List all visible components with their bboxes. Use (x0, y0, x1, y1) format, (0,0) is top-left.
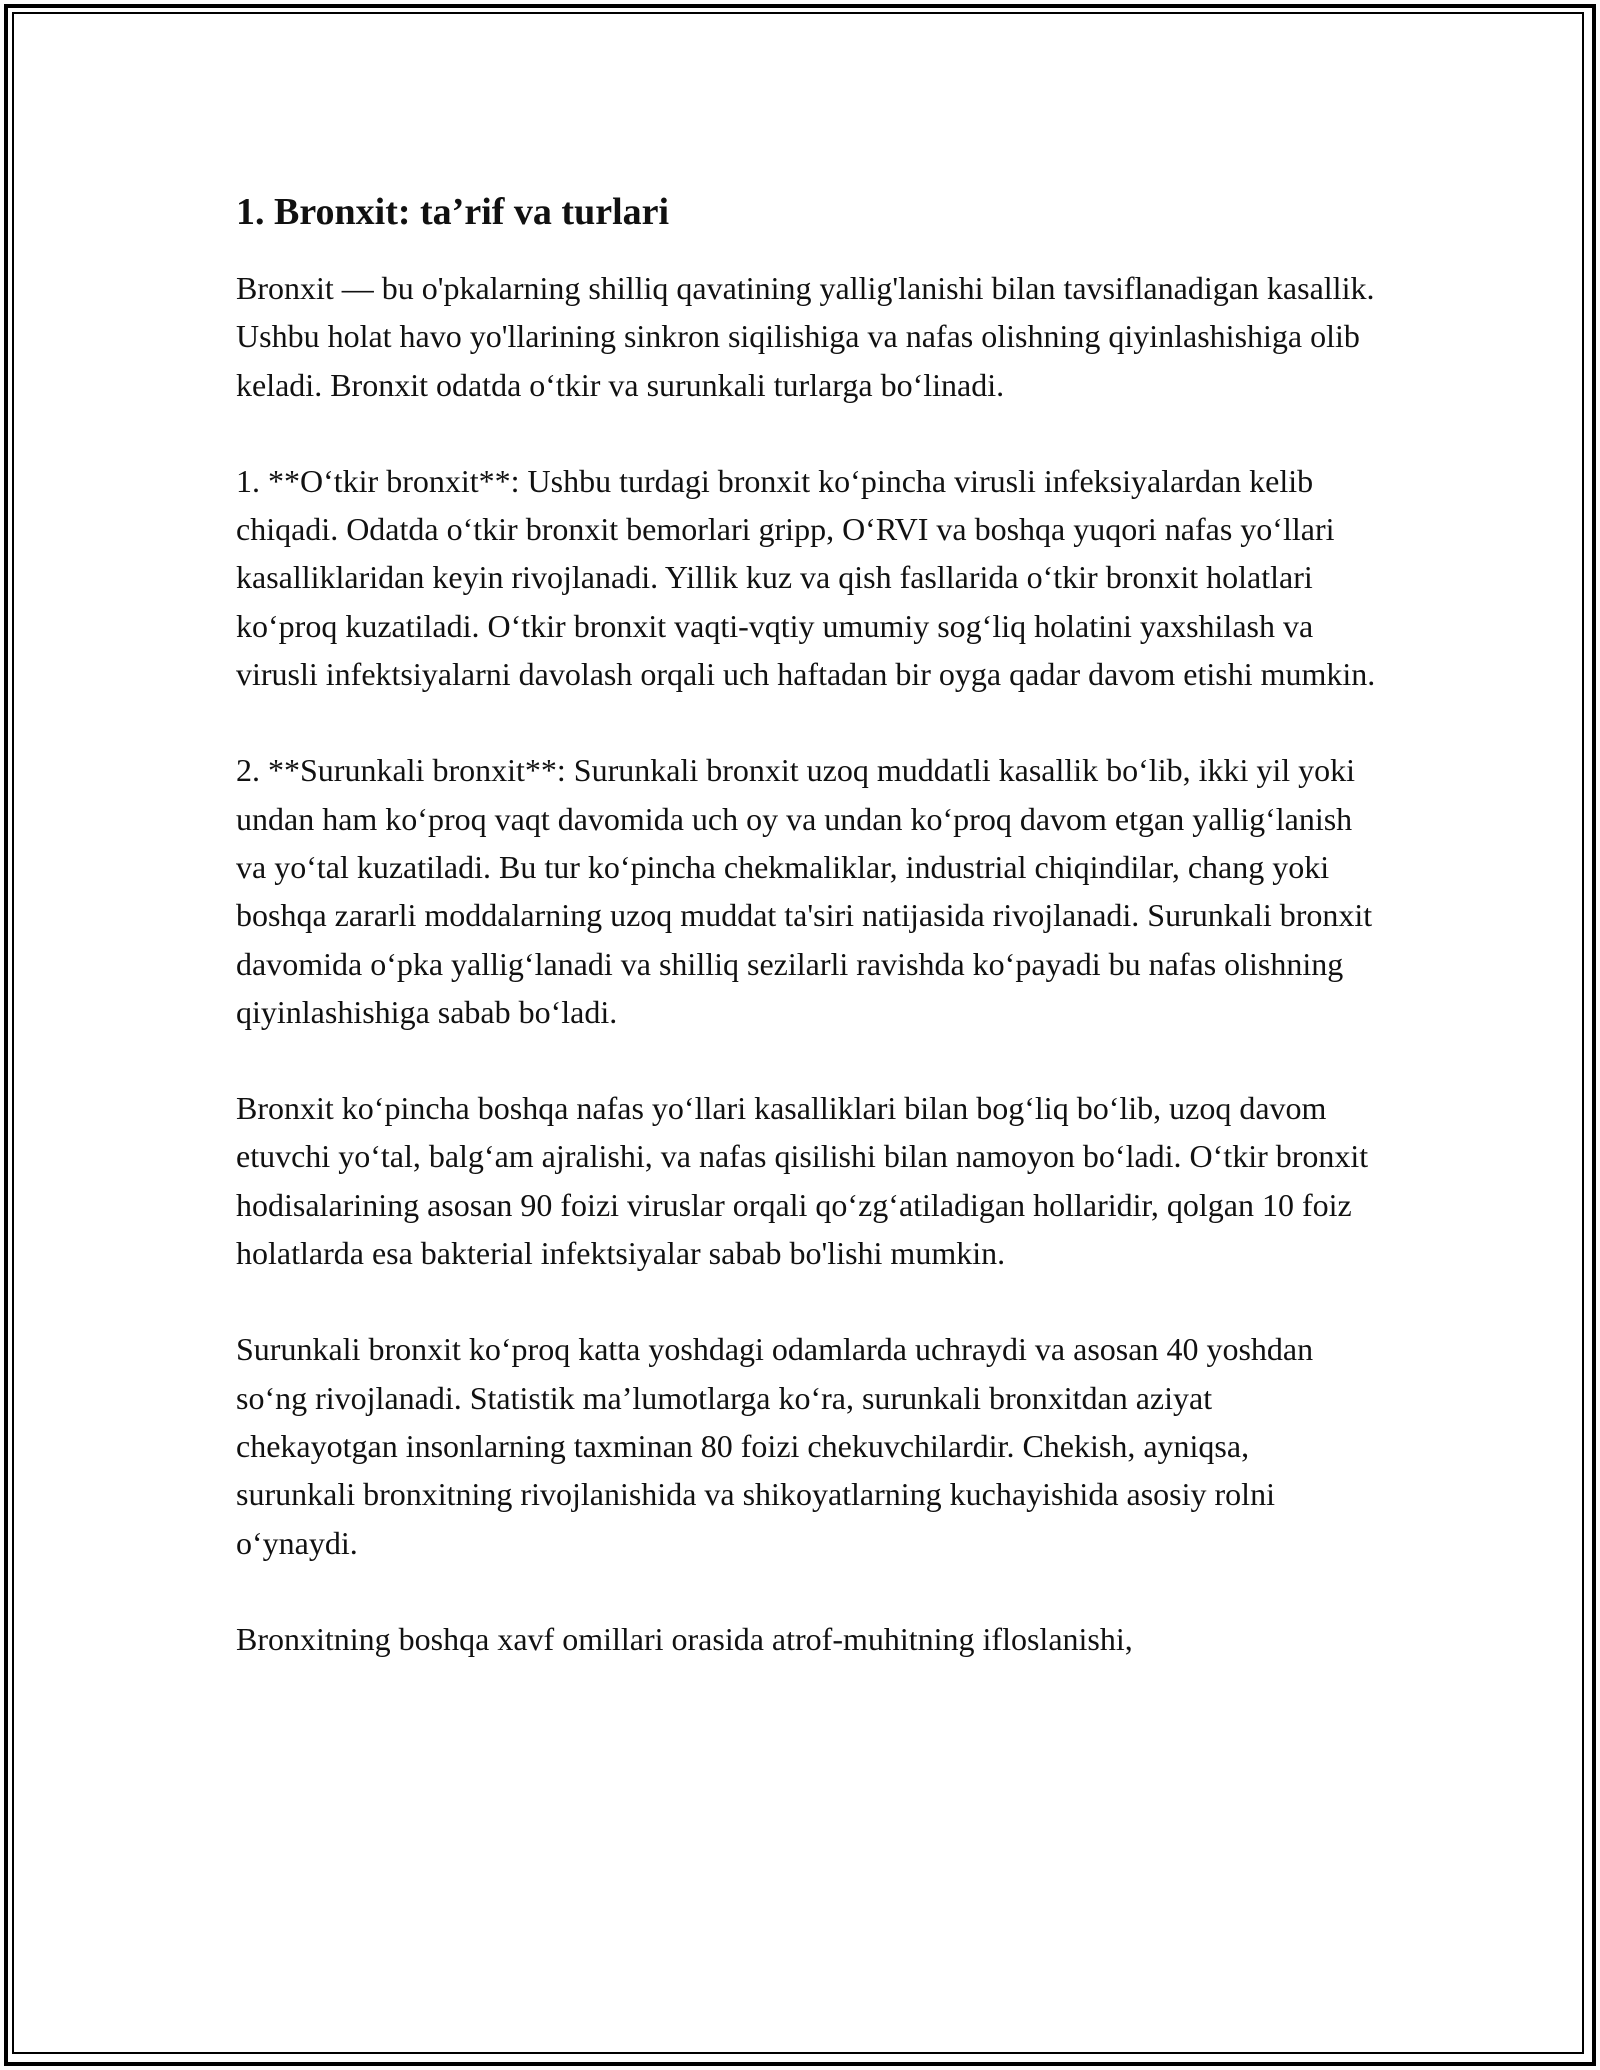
paragraph-chronic-bronchitis: 2. **Surunkali bronxit**: Surunkali bronxit uzoq muddatli kasallik bo‘lib, ikki yil yoki undan ham ko‘proq vaqt davomida uch oy va undan ko‘proq davom etgan yallig‘lanish va yo‘tal kuzatiladi. Bu tur ko‘pincha chekmaliklar, industrial chiqindilar, chang yoki boshqa zararli moddalarning uzoq muddat ta'siri natijasida rivojlanadi. Surunkali bronxit davomida o‘pka yallig‘lanadi va shilliq sezilarli ravishda ko‘payadi bu nafas olishning qiyinlashishiga sabab bo‘ladi. (236, 752, 1373, 1030)
section-heading: 1. Bronxit: ta’rif va turlari (236, 191, 670, 233)
paragraph-symptoms: Bronxit ko‘pincha boshqa nafas yo‘llari kasalliklari bilan bog‘liq bo‘lib, uzoq davom etuvchi yo‘tal, balg‘am ajralishi, va nafas qisilishi bilan namoyon bo‘ladi. O‘tkir bronxit hodisalarining asosan 90 foizi viruslar orqali qo‘zg‘atiladigan hollaridir, qolgan 10 foiz holatlarda esa bakterial infektsiyalar sabab bo'lishi mumkin. (236, 1090, 1369, 1272)
paragraph-acute-bronchitis: 1. **O‘tkir bronxit**: Ushbu turdagi bronxit ko‘pincha virusli infeksiyalardan kelib chiqadi. Odatda o‘tkir bronxit bemorlari gripp, O‘RVI va boshqa yuqori nafas yo‘llari kasalliklaridan keyin rivojlanadi. Yillik kuz va qish fasllarida o‘tkir bronxit holatlari ko‘proq kuzatiladi. O‘tkir bronxit vaqti-vqtiy umumiy sog‘liq holatini yaxshilash va virusli infektsiyalarni davolash orqali uch haftadan bir oyga qadar davom etishi mumkin. (236, 462, 1376, 693)
paragraph-statistics: Surunkali bronxit ko‘proq katta yoshdagi odamlarda uchraydi va asosan 40 yoshdan so‘ng rivojlanadi. Statistik ma’lumotlarga ko‘ra, surunkali bronxitdan aziyat chekayotgan insonlarning taxminan 80 foizi chekuvchilardir. Chekish, ayniqsa, surunkali bronxitning rivojlanishida va shikoyatlarning kuchayishida asosiy rolni o‘ynaydi. (236, 1331, 1314, 1561)
paragraph-risk-factors: Bronxitning boshqa xavf omillari orasida atrof-muhitning ifloslanishi, (236, 1620, 1133, 1657)
paragraph-definition: Bronxit — bu o'pkalarning shilliq qavatining yallig'lanishi bilan tavsiflanadigan kasallik. Ushbu holat havo yo'llarining sinkron siqilishiga va nafas olishning qiyinlashishiga olib keladi. Bronxit odatda o‘tkir va surunkali turlarga bo‘linadi. (236, 270, 1375, 403)
document-body (236, 186, 1376, 1663)
